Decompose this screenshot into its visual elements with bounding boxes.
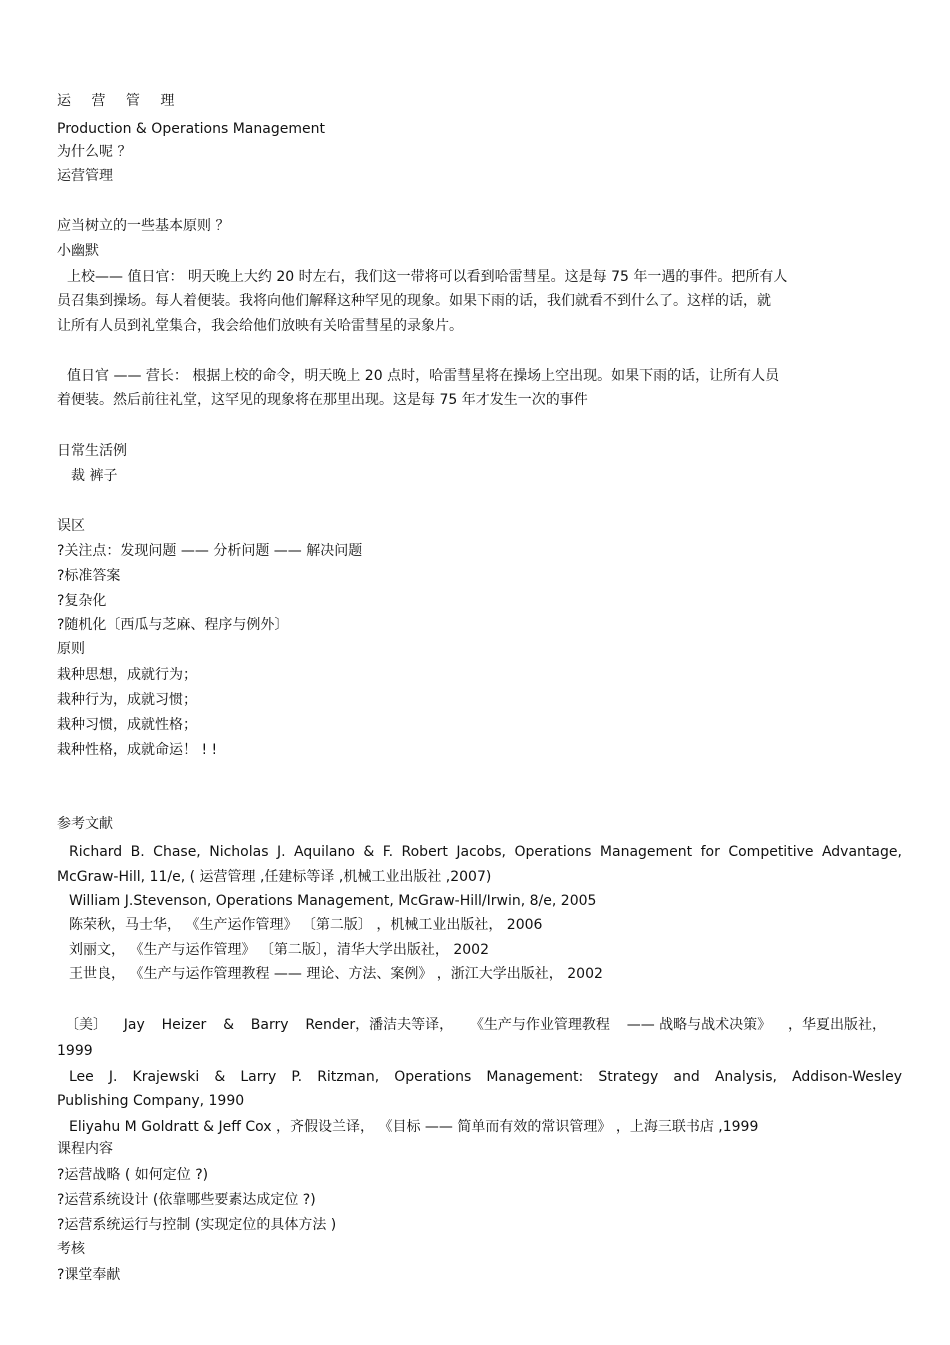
principle-item: 栽种思想，成就行为； (57, 667, 197, 683)
misc-item: ?复杂化 (57, 593, 107, 609)
reference-word: Jay (123, 1017, 145, 1033)
exam-item: ?课堂奉献 (57, 1267, 121, 1283)
reference-word: Ritzman, (317, 1069, 380, 1085)
reference-word: Strategy (598, 1069, 659, 1085)
reference-1-line-1 (69, 843, 902, 861)
reference-word: Lee (69, 1069, 94, 1085)
reference-word: 《生产与作业管理教程 (469, 1017, 610, 1033)
reference-word: Operations (394, 1069, 472, 1085)
reference-5: 王世良， 《生产与运作管理教程 —— 理论、方法、案例》 ，浙江大学出版社， 2002 (69, 966, 603, 982)
reference-word: Jacobs, (456, 844, 507, 860)
reference-word: Heizer (161, 1017, 207, 1033)
joke-p2-line: 着便装。然后前往礼堂，这罕见的现象将在那里出现。这是每 75 年才发生一次的事件 (57, 392, 588, 408)
doc-subtitle: Production & Operations Management (57, 121, 325, 137)
joke-p1-line: 上校—— 值日官： 明天晚上大约 20 时左右，我们这一带将可以看到哈雷彗星。这是每 75 年一遇的事件。把所有人 (67, 269, 788, 285)
reference-word: & (363, 844, 375, 860)
joke-p1-line: 让所有人员到礼堂集合，我会给他们放映有关哈雷彗星的录象片。 (57, 318, 463, 334)
course-item: ?运营系统运行与控制 (实现定位的具体方法 ) (57, 1217, 337, 1233)
daily-item: 裁 裤子 (71, 468, 118, 484)
reference-word: Nicholas (209, 844, 269, 860)
principle-item: 栽种习惯，成就性格； (57, 717, 197, 733)
reference-word: Robert (401, 844, 448, 860)
reference-word: Render，潘洁夫等译， (305, 1017, 454, 1033)
reference-6-line-2: 1999 (57, 1043, 93, 1059)
misc-title: 误区 (57, 518, 85, 534)
principle-item: 栽种行为，成就习惯； (57, 692, 197, 708)
reference-8: Eliyahu M Goldratt & Jeff Cox ，齐假设兰译， 《目标 —— 简单而有效的常识管理》 ，上海三联书店 ,1999 (69, 1119, 759, 1135)
reference-word: for (700, 844, 720, 860)
exam-title: 考核 (57, 1241, 85, 1257)
principle-title: 原则 (57, 641, 85, 657)
reference-word: B. (130, 844, 145, 860)
reference-word: 〔美〕 (65, 1017, 107, 1033)
reference-2: William J.Stevenson, Operations Management, McGraw-Hill/Irwin, 8/e, 2005 (69, 893, 597, 909)
reference-word: Aquilano (294, 844, 355, 860)
reference-4: 刘丽文， 《生产与运作管理》 〔第二版〕，清华大学出版社， 2002 (69, 942, 489, 958)
reference-word: Advantage, (821, 844, 902, 860)
reference-word: & (214, 1069, 226, 1085)
reference-word: Analysis, (714, 1069, 777, 1085)
reference-word: ，华夏出版社， (787, 1017, 886, 1033)
joke-p1-line: 员召集到操场。每人着便装。我将向他们解释这种罕见的现象。如果下雨的话，我们就看不到什么了。这样的话，就 (57, 293, 771, 309)
daily-title: 日常生活例 (57, 443, 127, 459)
reference-word: Chase, (153, 844, 201, 860)
course-item: ?运营系统设计 (依靠哪些要素达成定位 ?) (57, 1192, 316, 1208)
reference-6-line-1 (65, 1016, 886, 1034)
reference-7-line-1 (69, 1068, 902, 1086)
principles-question: 应当树立的一些基本原则 ？ (57, 218, 230, 234)
course-title: 课程内容 (57, 1141, 113, 1157)
why-heading: 为什么呢 ？ (57, 144, 132, 160)
reference-word: Barry (250, 1017, 289, 1033)
doc-title: 运 营 管 理 (57, 93, 183, 109)
reference-3: 陈荣秋，马士华， 《生产运作管理》 〔第二版〕 ，机械工业出版社， 2006 (69, 917, 543, 933)
misc-item: ?关注点：发现问题 —— 分析问题 —— 解决问题 (57, 543, 363, 559)
reference-word: Addison-Wesley (792, 1069, 902, 1085)
reference-word: Management: (486, 1069, 584, 1085)
reference-word: Management (599, 844, 693, 860)
ops-heading: 运营管理 (57, 168, 113, 184)
principle-item: 栽种性格，成就命运！ ! ! (57, 742, 218, 758)
misc-item: ?标准答案 (57, 568, 121, 584)
reference-word: & (223, 1017, 235, 1033)
reference-7-line-2: Publishing Company, 1990 (57, 1093, 245, 1109)
reference-word: Larry (240, 1069, 277, 1085)
reference-word: J. (108, 1069, 118, 1085)
reference-word: J. (276, 844, 286, 860)
joke-title: 小幽默 (57, 243, 99, 259)
misc-item: ?随机化〔西瓜与芝麻、程序与例外〕 (57, 617, 289, 633)
reference-word: and (673, 1069, 700, 1085)
reference-word: F. (382, 844, 394, 860)
reference-word: —— 战略与战术决策》 (626, 1017, 772, 1033)
reference-word: P. (291, 1069, 303, 1085)
course-item: ?运营战略 ( 如何定位 ?) (57, 1167, 209, 1183)
reference-word: Operations (514, 844, 592, 860)
references-title: 参考文献 (57, 816, 113, 832)
reference-word: Krajewski (132, 1069, 200, 1085)
reference-word: Richard (69, 844, 123, 860)
reference-1-line-2: McGraw-Hill, 11/e, ( 运营管理 ,任建标等译 ,机械工业出版社 ,2007) (57, 869, 492, 885)
joke-p2-line: 值日官 —— 营长： 根据上校的命令，明天晚上 20 点时，哈雷彗星将在操场上空出现。如果下雨的话，让所有人员 (67, 368, 780, 384)
reference-word: Competitive (728, 844, 814, 860)
